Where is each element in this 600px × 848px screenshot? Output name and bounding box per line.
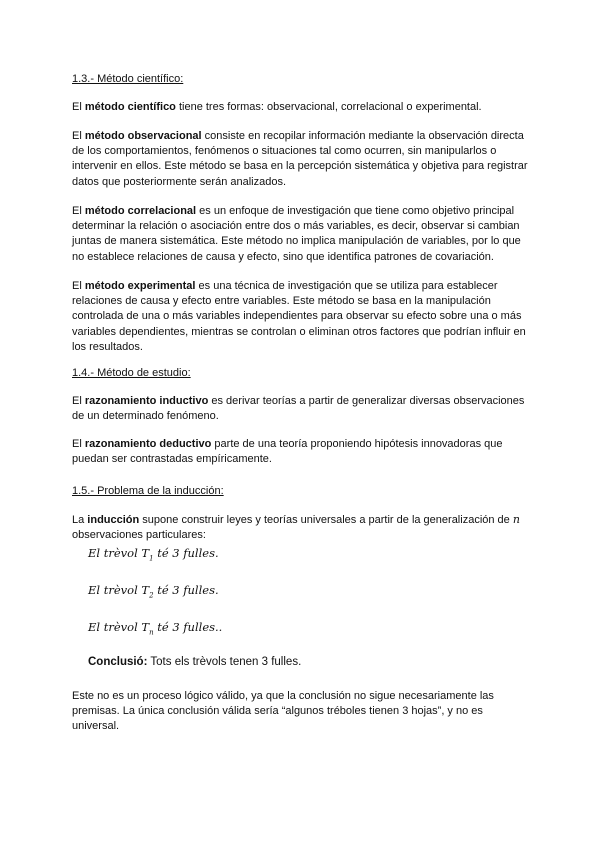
paragraph-razonamiento-inductivo: El razonamiento inductivo es derivar teorías a partir de generalizar diversas observaciones de un determinado fenómeno. (72, 395, 525, 423)
term-induccion: inducción (87, 514, 140, 526)
term-razonamiento-deductivo: razonamiento deductivo (84, 438, 212, 450)
observation-example-2: El trèvol $T_2$ té 3 fulles. (88, 583, 219, 600)
observation-example-1: El trèvol $T_1$ té 3 fulles. (88, 546, 219, 563)
variable-n: n (512, 513, 520, 526)
section-heading-problema-induccion: 1.5.- Problema de la inducción: (72, 485, 224, 497)
paragraph-metodo-correlacional: El método correlacional es un enfoque de investigación que tiene como objetivo principal determinar la relación o asociación entre dos o más variables, es decir, observar si cambian juntas de manera sistemática. Este método no implica manipulación de variables, por lo que no establece relaciones de causa y efecto, sino que identifica patrones de covariación. (72, 205, 521, 263)
term-metodo-cientifico: método científico (84, 101, 176, 113)
term-metodo-experimental: método experimental (84, 280, 196, 292)
term-razonamiento-inductivo: razonamiento inductivo (84, 395, 209, 407)
conclusion-line: Conclusió: Tots els trèvols tenen 3 fulles. (88, 656, 302, 668)
paragraph-final: Este no es un proceso lógico válido, ya que la conclusión no sigue necesariamente las premisas. La única conclusión válida sería “algunos tréboles tienen 3 hojas”, y no es universal. (72, 690, 494, 733)
section-heading-metodo-estudio: 1.4.- Método de estudio: (72, 367, 191, 379)
term-metodo-observacional: método observacional (84, 130, 202, 142)
paragraph-razonamiento-deductivo: El razonamiento deductivo parte de una teoría proponiendo hipótesis innovadoras que puedan ser contrastadas empíricamente. (72, 438, 503, 466)
paragraph-metodo-observacional: El método observacional consiste en recopilar información mediante la observación directa de los comportamientos, fenómenos o situaciones tal como ocurren, sin manipularlos o intervenir en ellos. Este método se basa en la percepción sistemática y objetiva para registrar datos que posteriormente serán analizados. (72, 130, 528, 188)
paragraph-metodo-experimental: El método experimental es una técnica de investigación que se utiliza para establecer relaciones de causa y efecto entre variables. Este método se basa en la manipulación controlada de una o más variables independientes para observar su efecto sobre una o más variables dependientes, mientras se controlan o eliminan otros factores que podrían influir en los resultados. (72, 280, 526, 353)
term-metodo-correlacional: método correlacional (84, 205, 197, 217)
conclusion-label: Conclusió: (88, 656, 148, 668)
paragraph-metodo-cientifico: El método científico tiene tres formas: observacional, correlacional o experimental. (72, 101, 482, 113)
section-heading-metodo-cientifico: 1.3.- Método científico: (72, 73, 184, 85)
observation-example-n: El trèvol $T_n$ té 3 fulles.. (88, 620, 223, 637)
paragraph-induccion: La inducción supone construir leyes y teorías universales a partir de la generalización de n observaciones particulares: (72, 513, 520, 542)
